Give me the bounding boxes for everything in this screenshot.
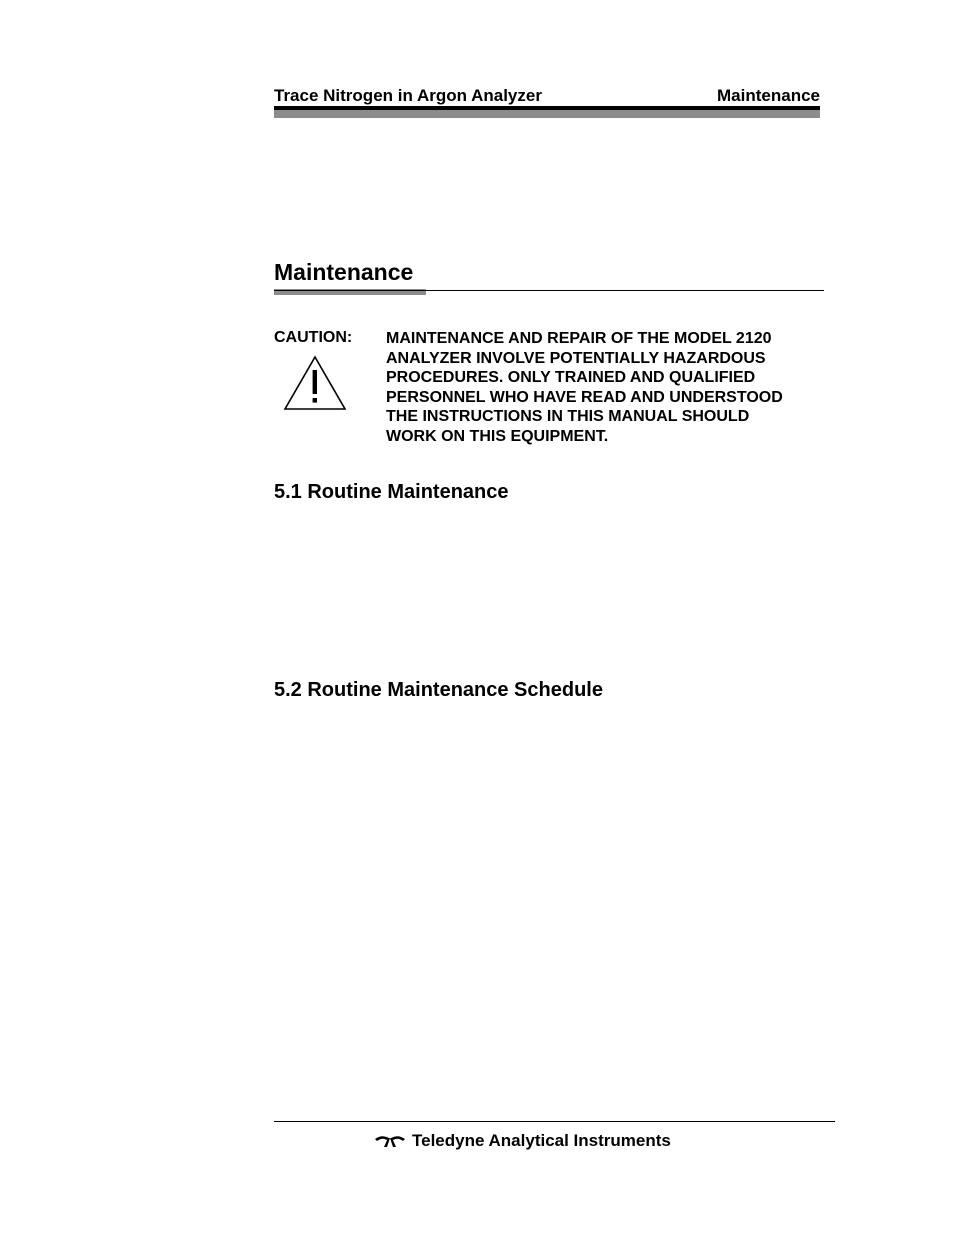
caution-label: CAUTION: <box>274 329 353 346</box>
footer <box>374 1130 671 1152</box>
header-rule-shade <box>274 110 820 118</box>
running-header-title: Trace Nitrogen in Argon Analyzer <box>274 86 542 105</box>
teledyne-logo-icon <box>374 1134 406 1148</box>
caution-line: PERSONNEL WHO HAVE READ AND UNDERSTOOD <box>386 388 783 406</box>
caution-line: ANALYZER INVOLVE POTENTIALLY HAZARDOUS <box>386 349 766 367</box>
caution-line: THE INSTRUCTIONS IN THIS MANUAL SHOULD <box>386 408 750 426</box>
warning-triangle-icon <box>283 354 347 412</box>
caution-line: MAINTENANCE AND REPAIR OF THE MODEL 2120 <box>386 330 772 347</box>
chapter-rule <box>274 290 824 291</box>
running-header-section: Maintenance <box>717 86 820 105</box>
footer-rule <box>274 1121 835 1122</box>
chapter-title: Maintenance <box>274 259 414 285</box>
caution-line: WORK ON THIS EQUIPMENT. <box>386 427 609 445</box>
footer-company-name: Teledyne Analytical Instruments <box>412 1131 671 1150</box>
section-heading-maintenance-schedule: 5.2 Routine Maintenance Schedule <box>274 679 603 701</box>
caution-text <box>386 329 826 447</box>
section-heading-routine-maintenance: 5.1 Routine Maintenance <box>274 481 509 503</box>
caution-line: PROCEDURES. ONLY TRAINED AND QUALIFIED <box>386 369 756 387</box>
